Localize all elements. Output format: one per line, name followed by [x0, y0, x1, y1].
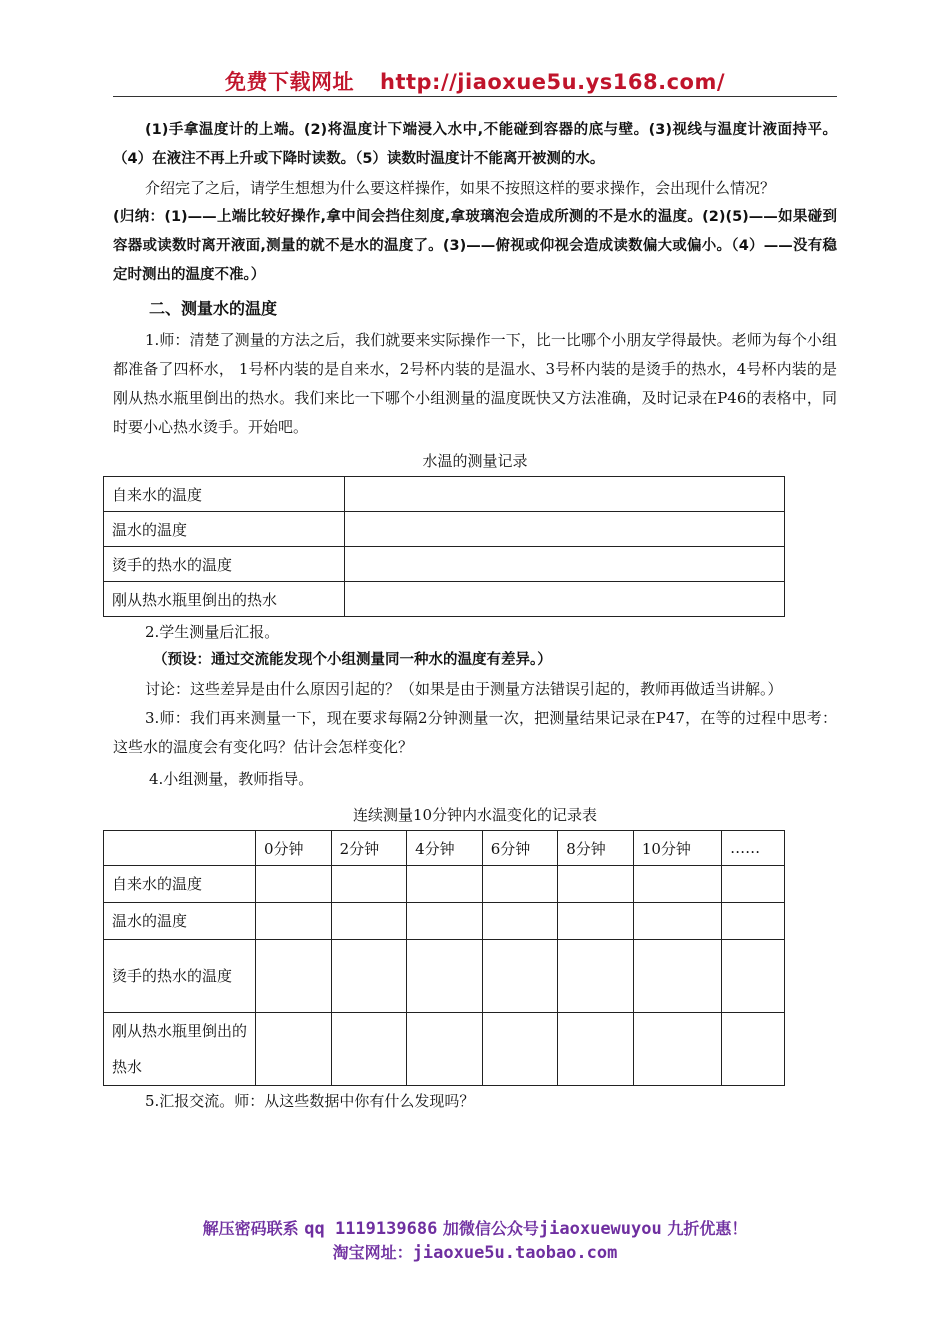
footer-qq: qq 1119139686 [304, 1219, 438, 1239]
discussion: 讨论：这些差异是由什么原因引起的？（如果是由于测量方法错误引起的，教师再做适当讲解。） [145, 680, 783, 698]
row-label: 自来水的温度 [104, 866, 256, 903]
row-label: 刚从热水瓶里倒出的热水 [104, 582, 345, 617]
column-header: 2分钟 [331, 831, 407, 866]
column-header: …… [722, 831, 785, 866]
summary-paragraph: (归纳：(1)——上端比较好操作,拿中间会挡住刻度,拿玻璃泡会造成所测的不是水的温度。(2)(5)——如果碰到容器或读数时离开液面,测量的就不是水的温度了。(3)——俯视或仰视会造成读数偏大或偏小。（4）——没有稳定时测出的温度不准。） [113, 209, 837, 283]
value-cell [345, 512, 785, 547]
section-heading: 二、测量水的温度 [149, 299, 278, 318]
row-label: 温水的温度 [104, 512, 345, 547]
header-url[interactable]: http://jiaoxue5u.ys168.com/ [380, 70, 725, 94]
table-row [104, 903, 785, 940]
column-header: 4分钟 [407, 831, 483, 866]
step-2: 2.学生测量后汇报。 [145, 623, 280, 641]
document-body [113, 116, 837, 1116]
header-label: 免费下载网址 [225, 70, 354, 94]
expected-result: （预设：通过交流能发现个小组测量同一种水的温度有差异。） [153, 652, 552, 668]
footer-text: 九折优惠！ [667, 1219, 748, 1238]
step-4: 4.小组测量，教师指导。 [149, 770, 314, 788]
footer-line-1 [0, 1216, 950, 1239]
table-row [104, 477, 785, 512]
table-row [104, 582, 785, 617]
measurement-table [103, 476, 785, 617]
corner-cell [104, 831, 256, 866]
footer-text: 淘宝网址： [332, 1243, 413, 1262]
table-row [104, 940, 785, 1013]
row-label: 自来水的温度 [104, 477, 345, 512]
table-row [104, 866, 785, 903]
column-header: 0分钟 [256, 831, 332, 866]
intro-question: 介绍完了之后，请学生想想为什么要这样操作，如果不按照这样的要求操作，会出现什么情况？ [145, 179, 776, 197]
time-series-table [103, 830, 785, 1086]
value-cell [345, 582, 785, 617]
row-label: 温水的温度 [104, 903, 256, 940]
table-row [104, 1013, 785, 1086]
header-banner [113, 66, 837, 97]
row-label: 烫手的热水的温度 [104, 940, 256, 1013]
footer-wechat: jiaoxuewuyou [538, 1219, 662, 1239]
table2-caption: 连续测量10分钟内水温变化的记录表 [352, 806, 598, 824]
step-3: 3.师：我们再来测量一下，现在要求每隔2分钟测量一次，把测量结果记录在P47，在等的过程中思考：这些水的温度会有变化吗？估计会怎样变化？ [113, 709, 837, 756]
row-label: 刚从热水瓶里倒出的热水 [104, 1013, 256, 1086]
value-cell [345, 547, 785, 582]
column-header: 6分钟 [482, 831, 558, 866]
footer-line-2 [0, 1240, 950, 1263]
table1-caption: 水温的测量记录 [422, 452, 528, 470]
row-label: 烫手的热水的温度 [104, 547, 345, 582]
table-header-row [104, 831, 785, 866]
value-cell [345, 477, 785, 512]
footer-text: 加微信公众号 [442, 1219, 539, 1238]
step-5: 5.汇报交流。师：从这些数据中你有什么发现吗？ [145, 1092, 475, 1110]
column-header: 8分钟 [558, 831, 634, 866]
column-header: 10分钟 [633, 831, 721, 866]
footer-text: 解压密码联系 [202, 1219, 299, 1238]
table-row [104, 512, 785, 547]
teacher-instruction-1: 1.师：清楚了测量的方法之后，我们就要来实际操作一下，比一比哪个小朋友学得最快。老师为每个小组都准备了四杯水， 1号杯内装的是自来水，2号杯内装的是温水、3号杯内装的是烫手的热水，4号杯内装的是刚从热水瓶里倒出的热水。我们来比一下哪个小组测量的温度既快又方法准确，及时记录在P46的表格中，同时要小心热水烫手。开始吧。 [113, 331, 837, 436]
footer-taobao-url[interactable]: jiaoxue5u.taobao.com [412, 1243, 618, 1263]
table-row [104, 547, 785, 582]
steps-paragraph: (1)手拿温度计的上端。(2)将温度计下端浸入水中,不能碰到容器的底与壁。(3)视线与温度计液面持平。（4）在液注不再上升或下降时读数。（5）读数时温度计不能离开被测的水。 [113, 122, 837, 167]
